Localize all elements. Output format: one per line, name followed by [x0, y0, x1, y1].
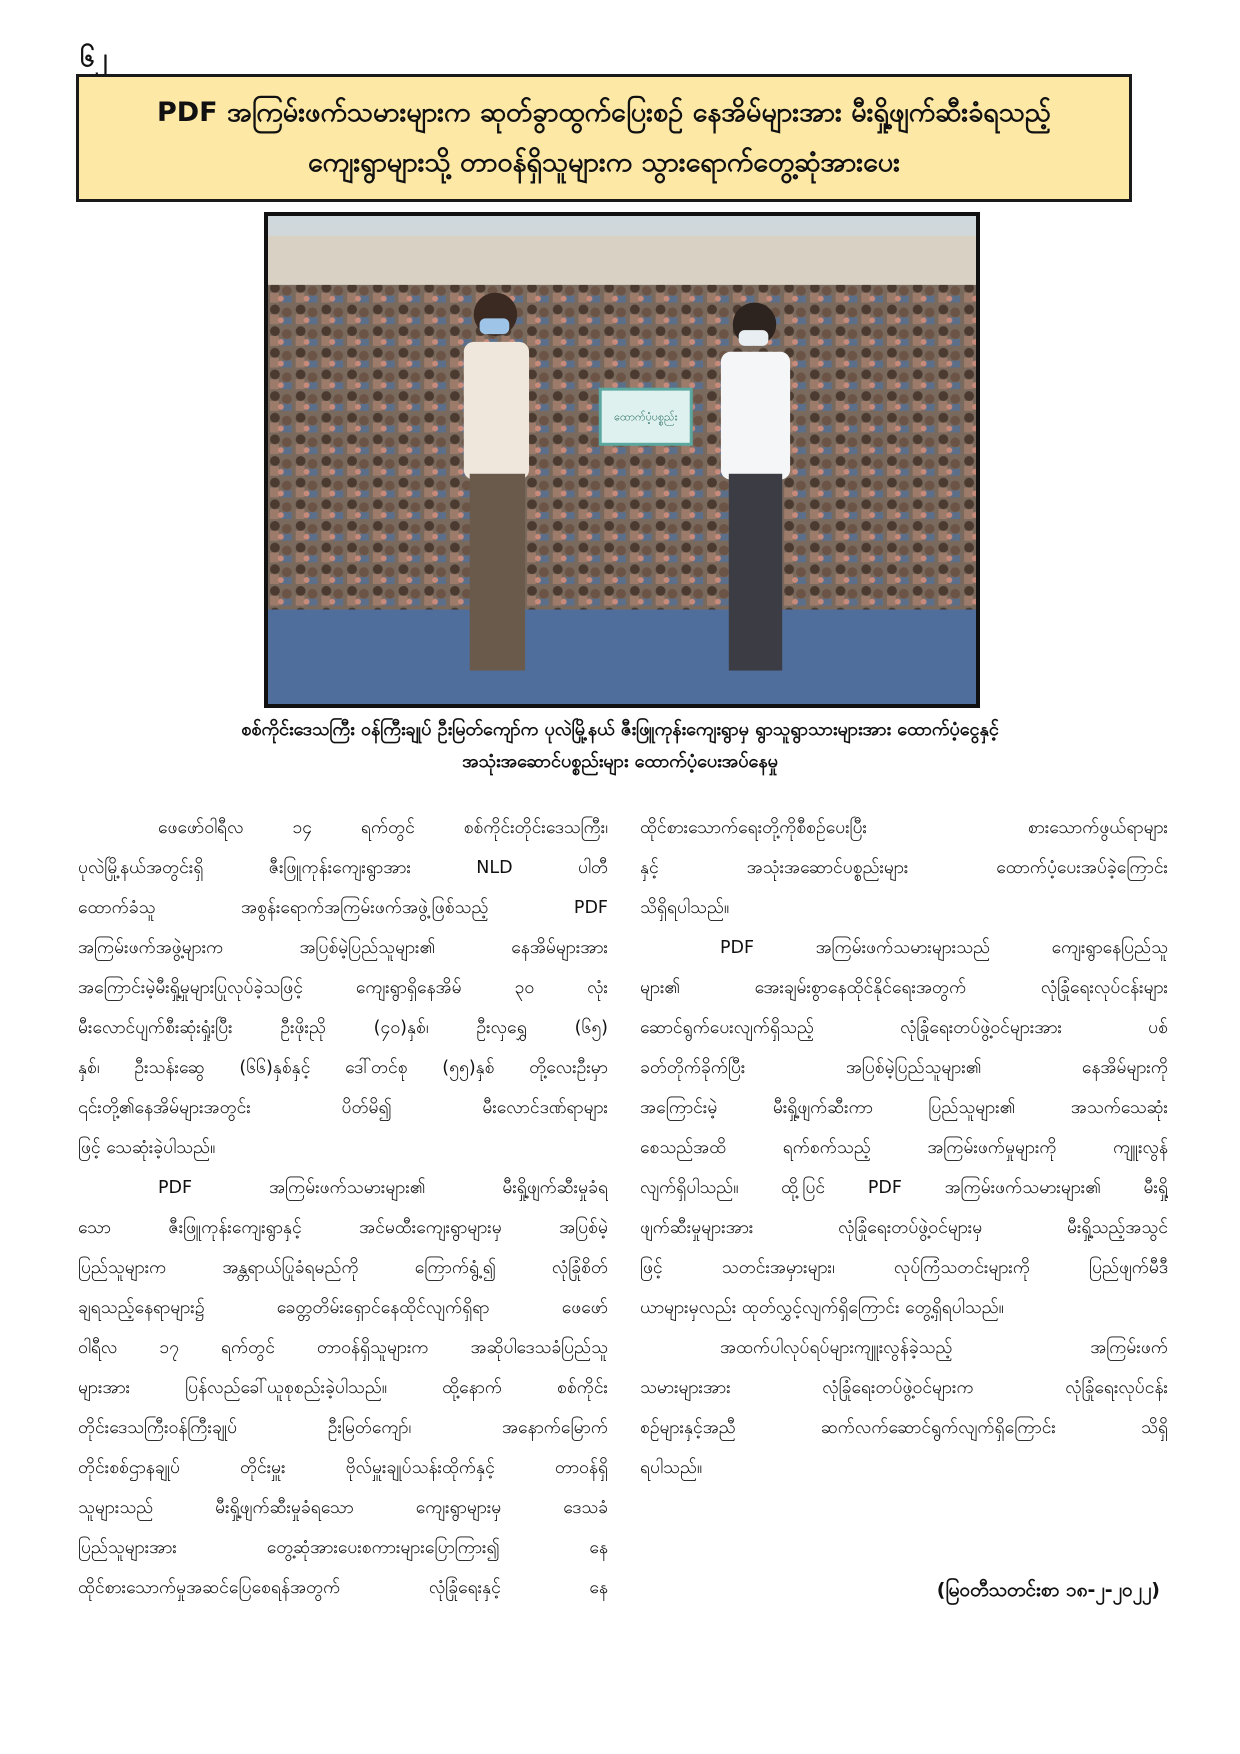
- headline-line-1: PDF အကြမ်းဖက်သမားများက ဆုတ်ခွာထွက်ပြေးစဉ် နေအိမ်များအား မီးရှို့ဖျက်ဆီးခံရသည့်: [156, 97, 1051, 128]
- article-right-column: [640, 808, 1168, 1488]
- caption-line-1: စစ်ကိုင်းဒေသကြီး ဝန်ကြီးချုပ် ဦးမြတ်ကျော်က ပုလဲမြို့နယ် ဇီးဖြူကုန်းကျေးရွာမှ ရွာသူရွာသားများအား ထောက်ပံ့ငွေနှင့်: [241, 719, 999, 740]
- article-line: ပြည်သူများက အန္တရာယ်ပြုခံရမည်ကို ကြောက်ရွံ့၍ လုံခြုံစိတ်: [78, 1258, 608, 1278]
- article-line: များအား ပြန်လည်ခေါ်ယူစုစည်းခဲ့ပါသည်။ ထို့နောက် စစ်ကိုင်း: [78, 1378, 608, 1398]
- article-line: တိုင်းစစ်ဌာနချုပ် တိုင်းမှူး ဗိုလ်မှူးချုပ်သန်းထိုက်နှင့် တာဝန်ရှိ: [78, 1458, 608, 1478]
- article-line: အကြောင်းမဲ့မီးရှို့မှုများပြုလုပ်ခဲ့သဖြင့် ကျေးရွာရှိနေအိမ် ၃၀ လုံး: [78, 978, 608, 998]
- article-line: ဆောင်ရွက်ပေးလျက်ရှိသည့် လုံခြုံရေးတပ်ဖွဲ့ဝင်များအား ပစ်: [640, 1018, 1168, 1038]
- article-line: ပြည်သူများအား တွေ့ဆုံအားပေးစကားများပြောကြား၍ နေ: [78, 1538, 608, 1558]
- photo-crowd: [268, 285, 976, 620]
- article-line: ချရသည့်နေရာများ၌ ခေတ္တတိမ်းရှောင်နေထိုင်လျက်ရှိရာ ဖေဖော်: [78, 1298, 608, 1318]
- article-line: စဉ်များနှင့်အညီ ဆက်လက်ဆောင်ရွက်လျက်ရှိကြောင်း သိရှိ: [640, 1418, 1168, 1438]
- photo-donation-box: [600, 389, 691, 444]
- article-line: ခတ်တိုက်ခိုက်ပြီး အပြစ်မဲ့ပြည်သူများ၏ နေအိမ်များကို: [640, 1058, 1168, 1078]
- article-line: ယာများမှလည်း ထုတ်လွှင့်လျက်ရှိကြောင်း တွေ့ရှိရပါသည်။: [640, 1298, 1004, 1318]
- article-line: အကြောင်းမဲ့ မီးရှို့ဖျက်ဆီးကာ ပြည်သူများ၏ အသက်သေဆုံး: [640, 1098, 1168, 1118]
- article-line: ထောက်ခံသူ အစွန်းရောက်အကြမ်းဖက်အဖွဲ့ဖြစ်သည့် PDF: [78, 898, 608, 918]
- article-line: ဖျက်ဆီးမှုများအား လုံခြုံရေးတပ်ဖွဲ့ဝင်များမှ မီးရှို့သည့်အသွင်: [640, 1218, 1168, 1238]
- news-photo: [264, 212, 980, 708]
- article-line: အကြမ်းဖက်အဖွဲ့များက အပြစ်မဲ့ပြည်သူများ၏ နေအိမ်များအား: [78, 938, 608, 958]
- photo-box-label: ထောက်ပံ့ပစ္စည်း: [614, 410, 678, 424]
- article-line: သော ဇီးဖြူကုန်းကျေးရွာနှင့် အင်မထီးကျေးရွာများမှ အပြစ်မဲ့: [78, 1218, 608, 1238]
- article-line: များ၏ အေးချမ်းစွာနေထိုင်နိုင်ရေးအတွက် လုံခြုံရေးလုပ်ငန်းများ: [640, 978, 1168, 998]
- article-line: သမားများအား လုံခြုံရေးတပ်ဖွဲ့ဝင်များက လုံခြုံရေးလုပ်ငန်း: [640, 1378, 1168, 1398]
- article-line: သိရှိရပါသည်။: [640, 898, 730, 918]
- headline-line-2: ကျေးရွာများသို့ တာဝန်ရှိသူများက သွားရောက်တွေ့ဆုံအားပေး: [307, 147, 901, 178]
- article-line: ဖြင့် သေဆုံးခဲ့ပါသည်။: [78, 1138, 216, 1158]
- page-number: ၆၂: [80, 43, 108, 73]
- article-line: PDF အကြမ်းဖက်သမားများ၏ မီးရှို့ဖျက်ဆီးမှုခံရ: [158, 1178, 608, 1198]
- photo-caption: [100, 714, 1140, 778]
- article-line: အထက်ပါလုပ်ရပ်များကျူးလွန်ခဲ့သည့် အကြမ်းဖက်: [720, 1338, 1168, 1358]
- photo-illustration: [268, 216, 976, 704]
- article-line: ၎င်းတို့၏နေအိမ်များအတွင်း ပိတ်မိ၍ မီးလောင်ဒဏ်ရာများ: [78, 1098, 608, 1118]
- article-line: နှစ်၊ ဦးသန်းဆွေ (၆၆)နှစ်နှင့် ဒေါ်တင်စု (၅၅)နှစ် တို့လေးဦးမှာ: [78, 1058, 608, 1078]
- article-line: ရပါသည်။: [640, 1458, 703, 1478]
- article-line: ထိုင်စားသောက်မှုအဆင်ပြေစေရန်အတွက် လုံခြုံရေးနှင့် နေ: [78, 1578, 608, 1598]
- article-line: တိုင်းဒေသကြီးဝန်ကြီးချုပ် ဦးမြတ်ကျော်၊ အနောက်မြောက်: [78, 1418, 608, 1438]
- article-line: မီးလောင်ပျက်စီးဆုံးရှုံးပြီး ဦးဖိုးညို (၄၀)နှစ်၊ ဦးလှရွှေ (၆၅): [78, 1018, 608, 1038]
- photo-person-right: [721, 303, 790, 671]
- article-line: ဝါရီလ ၁၇ ရက်တွင် တာဝန်ရှိသူများက အဆိုပါဒေသခံပြည်သူ: [78, 1338, 608, 1358]
- photo-tarpaulin: [268, 610, 976, 704]
- article-line: စေသည်အထိ ရက်စက်သည့် အကြမ်းဖက်မှုများကို ကျူးလွန်: [640, 1138, 1168, 1158]
- article-line: ဖေဖော်ဝါရီလ ၁၄ ရက်တွင် စစ်ကိုင်းတိုင်းဒေသကြီး၊: [158, 818, 608, 838]
- article-line: ပုလဲမြို့နယ်အတွင်းရှိ ဇီးဖြူကုန်းကျေးရွာအား NLD ပါတီ: [78, 858, 608, 878]
- article-line: PDF အကြမ်းဖက်သမားများသည် ကျေးရွာနေပြည်သူ: [720, 938, 1168, 958]
- photo-wall: [268, 236, 976, 285]
- article-line: လျက်ရှိပါသည်။ ထို့ပြင် PDF အကြမ်းဖက်သမားများ၏ မီးရှို့: [640, 1178, 1168, 1198]
- article-line: ဖြင့် သတင်းအမှားများ၊ လုပ်ကြံသတင်းများကို ပြည်ဖျက်မီဒီ: [640, 1258, 1168, 1278]
- article-line: သူများသည် မီးရှို့ဖျက်ဆီးမှုခံရသော ကျေးရွာများမှ ဒေသခံ: [78, 1498, 608, 1518]
- headline-box: [76, 74, 1132, 202]
- source-credit: (မြဝတီသတင်းစာ ၁၈-၂-၂၀၂၂): [936, 1579, 1160, 1601]
- article-line: ထိုင်စားသောက်ရေးတို့ကိုစီစဉ်ပေးပြီး စားသောက်ဖွယ်ရာများ: [640, 818, 1168, 838]
- caption-line-2: အသုံးအဆောင်ပစ္စည်းများ ထောက်ပံ့ပေးအပ်နေမှု: [462, 751, 778, 772]
- photo-person-left: [464, 293, 529, 671]
- article-left-column: [78, 808, 608, 1608]
- article-line: နှင့် အသုံးအဆောင်ပစ္စည်းများ ထောက်ပံ့ပေးအပ်ခဲ့ကြောင်း: [640, 858, 1168, 878]
